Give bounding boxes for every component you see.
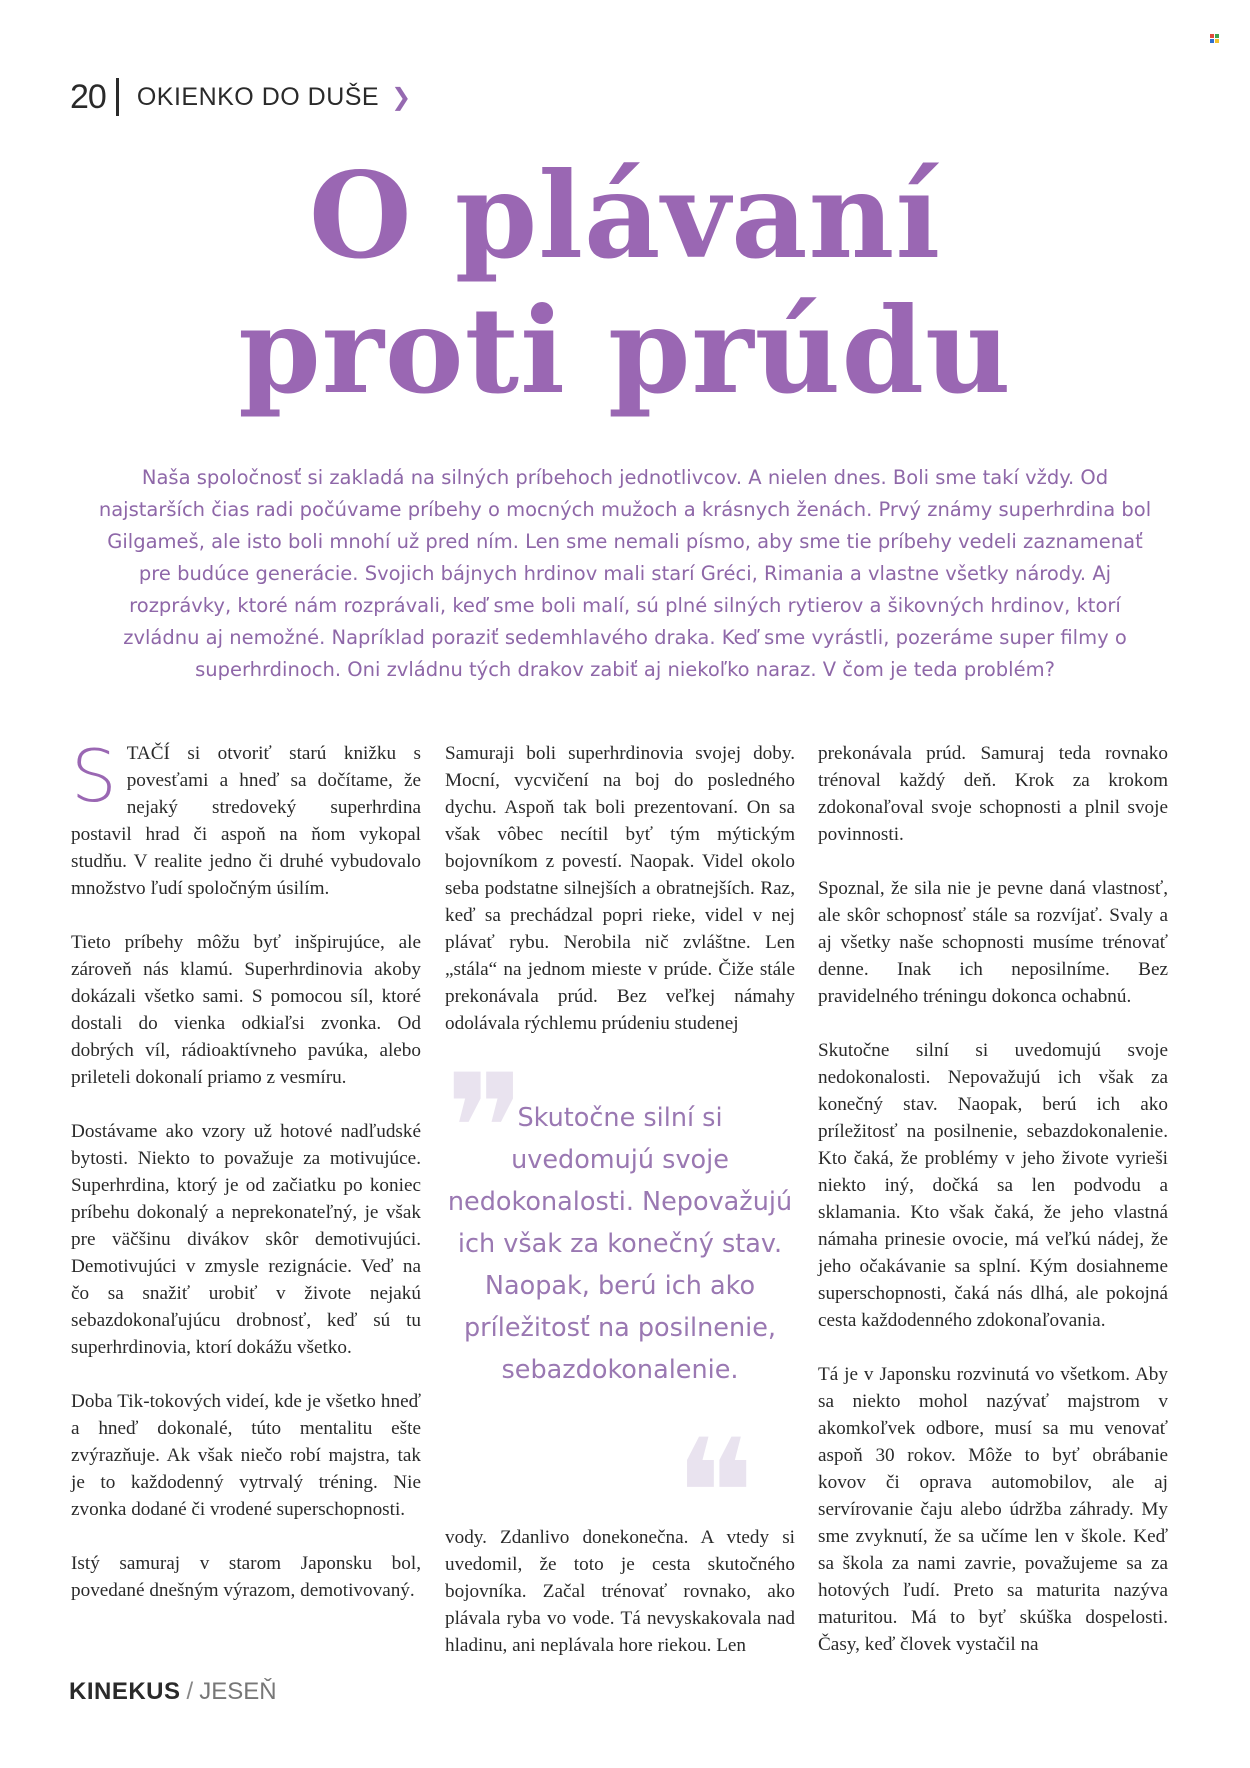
title-line-1: O plávaní <box>308 146 942 285</box>
page-header <box>70 72 411 122</box>
col1-paragraph-1-text: TAČÍ si otvoriť starú knižku s povesťami a hneď sa dočítame, že nejaký stredoveký superhrdina postavil hrad či aspoň na ňom vykopal studňu. V realite jedno či druhé vybudovalo množstvo ľudí spoločným úsilím. <box>71 743 421 899</box>
magazine-brand: KINEKUS <box>69 1678 181 1705</box>
title-line-2: proti prúdu <box>238 281 1012 420</box>
drop-cap: S <box>71 734 117 818</box>
col1-paragraph-3: Dostávame ako vzory už hotové nadľudské bytosti. Niekto to považuje za motivujúce. Superhrdina, ktorý je od začiatku po koniec príbehu dokonalý a neprekonateľný, je však pre väčšinu divákov skôr demotivujúci. Demotivujúci v zmysle rezignácie. Veď na čo sa snažiť urobiť v živote nejakú sebazdokonaľujúcu drobnosť, keď sú tu superhrdinovia, ktorí dokážu všetko. <box>71 1121 421 1358</box>
pull-quote-text: Skutočne silní si uvedomujú svoje nedokonalosti. Nepovažujú ich však za konečný stav. Naopak, berú ich ako príležitosť na posilnenie, sebazdokonalenie. <box>447 1103 793 1385</box>
column-3 <box>818 740 1168 1658</box>
column-2 <box>445 740 795 1037</box>
page-number: 20 <box>70 77 106 116</box>
col1-paragraph-2: Tieto príbehy môžu byť inšpirujúce, ale zároveň nás klamú. Superhrdinovia akoby dokázali všetko sami. S pomocou síl, ktoré dostali do vienka odkiaľsi zvonka. Od dobrých víl, rádioaktívneho pavúka, alebo prileteli dokonalí priamo z vesmíru. <box>71 932 421 1088</box>
article-title <box>0 148 1250 418</box>
col1-paragraph-5: Istý samuraj v starom Japonsku bol, povedané dnešným výrazom, demotivovaný. <box>71 1553 421 1601</box>
col2-paragraph-1: Samuraji boli superhrdinovia svojej doby. Mocní, vycvičení na boj do posledného dychu. Aspoň tak boli prezentovaní. On sa však vôbec necítil byť tým mýtickým bojovníkom z povestí. Naopak. Videl okolo seba podstatne silnejších a obratnejších. Raz, keď sa prechádzal popri rieke, videl v nej plávať rybu. Nerobila nič zvláštne. Len „stála“ na jednom mieste v prúde. Čiže stále prekonávala prúd. Bez veľkej námahy odolávala rýchlemu prúdeniu studenej <box>445 743 795 1034</box>
column-1 <box>71 734 421 1604</box>
corner-color-mark <box>1210 34 1220 44</box>
footer-separator: / <box>186 1678 194 1705</box>
col3-paragraph-4: Tá je v Japonsku rozvinutá vo všetkom. Aby sa niekto mohol nazývať majstrom v akomkoľvek odbore, musí sa mu venovať aspoň 30 rokov. Môže to byť obrábanie kovov či oprava automobilov, ale aj servírovanie čaju alebo údržba záhrady. My sme zvyknutí, že sa učíme len v škole. Keď sa škola za nami zavrie, považujeme sa za hotových ľudí. Preto sa maturita nazýva maturitou. Má to byť skúška dospelosti. Časy, keď človek vystačil na <box>818 1364 1168 1655</box>
col1-paragraph-1 <box>71 734 421 902</box>
col3-paragraph-2: Spoznal, že sila nie je pevne daná vlastnosť, ale skôr schopnosť stále sa rozvíjať. Svaly a aj všetky naše schopnosti musíme trénovať denne. Inak ich neposilníme. Bez pravidelného tréningu dokonca ochabnú. <box>818 878 1168 1007</box>
quote-close-icon: ❝ <box>674 1408 755 1582</box>
quote-open-icon: ❞ <box>445 1043 526 1217</box>
header-divider <box>116 78 119 116</box>
page-footer <box>69 1678 277 1706</box>
section-title: OKIENKO DO DUŠE <box>136 82 380 111</box>
issue-season: JESEŇ <box>199 1678 277 1705</box>
chevron-right-icon: ❯ <box>391 83 412 111</box>
col1-paragraph-4: Doba Tik-tokových videí, kde je všetko hneď a hneď dokonalé, túto mentalitu ešte zvýrazňuje. Ak však niečo robí majstra, tak je to každodenný vytrvalý tréning. Nie zvonka dodané či vrodené superschopnosti. <box>71 1391 421 1520</box>
col3-paragraph-3: Skutočne silní si uvedomujú svoje nedokonalosti. Nepovažujú ich však za konečný stav. Naopak, berú ich ako príležitosť na posilnenie, sebazdokonalenie. Kto čaká, že problémy v jeho živote vyrieši niekto iný, dočká sa len podvodu a sklamania. Kto však čaká, že jeho vlastná námaha prinesie ovocie, má veľkú nádej, že jeho očakávanie sa splní. Kým dosiahneme superschopnosti, čaká nás dlhá, ale pokojná cesta každodenného zdokonaľovania. <box>818 1040 1168 1331</box>
col2-paragraph-2: vody. Zdanlivo donekonečna. A vtedy si uvedomil, že toto je cesta skutočného bojovníka. Začal trénovať rovnako, ako plávala ryba vo vode. Tá nevyskakovala nad hladinu, ani neplávala hore riekou. Len <box>445 1527 795 1656</box>
lead-paragraph: Naša spoločnosť si zakladá na silných príbehoch jednotlivcov. A nielen dnes. Boli sme takí vždy. Od najstarších čias radi počúvame príbehy o mocných mužoch a krásnych ženách. Prvý známy superhrdina bol Gilgameš, ale isto boli mnohí už pred ním. Len sme nemali písmo, aby sme tie príbehy vedeli zaznamenať pre budúce generácie. Svojich bájnych hrdinov mali starí Gréci, Rimania a vlastne všetky národy. Aj rozprávky, ktoré nám rozprávali, keď sme boli malí, sú plné silných rytierov a šikovných hrdinov, ktorí zvládnu aj nemožné. Napríklad poraziť sedemhlavého draka. Keď sme vyrástli, pozeráme super filmy o superhrdinoch. Oni zvládnu tých drakov zabiť aj niekoľko naraz. V čom je teda problém? <box>98 466 1152 681</box>
col3-paragraph-1: prekonávala prúd. Samuraj teda rovnako trénoval každý deň. Krok za krokom zdokonaľoval svoje schopnosti a plnil svoje povinnosti. <box>818 743 1168 845</box>
pull-quote <box>445 1043 795 1582</box>
